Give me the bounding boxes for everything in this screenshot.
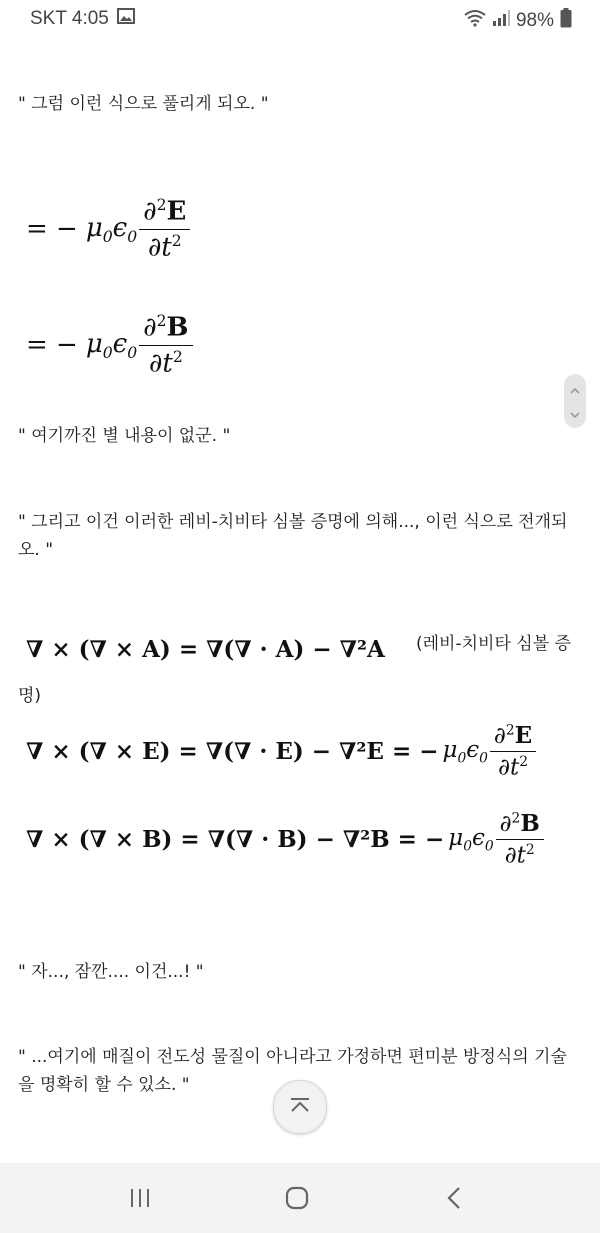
eq2-denominator: $\partial t^2$ xyxy=(148,347,183,379)
back-button[interactable] xyxy=(434,1180,474,1216)
navigation-bar xyxy=(0,1163,600,1233)
eq4-denominator: $\partial t^2$ xyxy=(498,754,528,781)
status-right xyxy=(464,8,572,34)
eq2-epsilon: $\epsilon_0$ xyxy=(112,328,138,362)
eq2-mu: $\mu_0$ xyxy=(85,328,113,362)
eq5-numerator: ∂$^2$B xyxy=(496,810,544,840)
equation-3: ∇ × (∇ × A) = ∇(∇ · A) − ∇²A xyxy=(26,636,385,663)
eq1-denominator: $\partial t^2$ xyxy=(147,231,182,263)
paragraph-5: " ...여기에 매질이 전도성 물질이 아니라고 가정하면 편미분 방정식의 기술을 명확히 할 수 있소. " xyxy=(18,1047,567,1095)
battery-percent: 98% xyxy=(515,10,554,31)
eq5-denominator: $\partial t^2$ xyxy=(504,842,535,869)
eq1-mu: $\mu_0$ xyxy=(85,212,113,246)
eq5-epsilon: $\epsilon_0$ xyxy=(471,824,494,855)
eq3-annotation-part1: (레비-치비타 심볼 증 xyxy=(416,634,571,654)
eq1-lhs: = − xyxy=(26,214,78,245)
eq3-annotation-part2: 명) xyxy=(18,686,42,706)
paragraph-3: " 그리고 이건 이러한 레비-치비타 심볼 증명에 의해..., 이런 식으로 전개되오. " xyxy=(18,512,568,560)
scroll-top-icon xyxy=(289,1097,311,1117)
eq5-fraction xyxy=(496,810,544,869)
eq4-mu: $\mu_0$ xyxy=(442,736,467,767)
status-left xyxy=(30,8,135,30)
signal-icon xyxy=(492,9,510,33)
eq2-lhs: = − xyxy=(26,330,78,361)
eq4-fraction xyxy=(490,722,536,781)
eq2-numerator: ∂$^2$B xyxy=(139,312,192,346)
wifi-icon xyxy=(464,9,486,33)
equation-5 xyxy=(26,810,544,869)
eq1-epsilon: $\epsilon_0$ xyxy=(112,212,138,246)
eq5-mu: $\mu_0$ xyxy=(448,824,472,855)
status-bar xyxy=(0,0,600,38)
paragraph-1: " 그럼 이런 식으로 풀리게 되오. " xyxy=(18,94,269,114)
eq2-fraction xyxy=(139,312,192,378)
scroll-handle[interactable] xyxy=(564,374,586,428)
paragraph-2: " 여기까진 별 내용이 없군. " xyxy=(18,426,231,446)
eq4-text: ∇ × (∇ × E) = ∇(∇ · E) − ∇²E = − xyxy=(26,737,439,765)
chevron-down-icon xyxy=(570,404,580,423)
recent-apps-button[interactable] xyxy=(120,1180,160,1216)
scroll-to-top-button[interactable] xyxy=(273,1080,327,1134)
eq5-text: ∇ × (∇ × B) = ∇(∇ · B) − ∇²B = − xyxy=(26,825,445,853)
eq1-numerator: ∂$^2$E xyxy=(139,196,190,230)
battery-icon xyxy=(560,8,572,34)
equation-2 xyxy=(26,312,193,378)
gallery-icon xyxy=(117,8,135,30)
eq4-numerator: ∂$^2$E xyxy=(490,722,536,752)
paragraph-4: " 자..., 잠깐.... 이건...! " xyxy=(18,962,204,982)
equation-1 xyxy=(26,196,190,262)
equation-4 xyxy=(26,722,536,781)
home-button[interactable] xyxy=(277,1180,317,1216)
chevron-up-icon xyxy=(570,379,580,398)
eq1-fraction xyxy=(139,196,190,262)
eq4-epsilon: $\epsilon_0$ xyxy=(466,736,488,767)
carrier-time: SKT 4:05 xyxy=(30,8,109,29)
